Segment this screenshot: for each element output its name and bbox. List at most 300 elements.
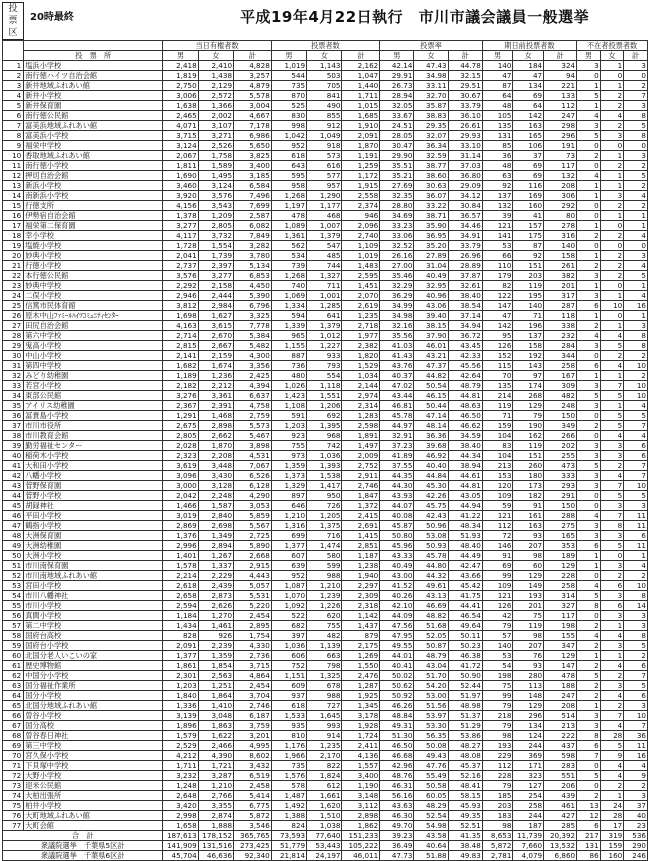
cell-value: 2 — [577, 261, 601, 271]
cell-value: 261 — [544, 261, 577, 271]
cell-value: 37.03 — [448, 161, 482, 171]
cell-value: 3 — [600, 591, 624, 601]
district-number: 62 — [3, 671, 24, 681]
cell-value: 7 — [624, 461, 648, 471]
cell-value: 1,372 — [342, 501, 380, 511]
cell-value: 214 — [482, 391, 513, 401]
cell-value: 30.67 — [448, 91, 482, 101]
cell-value: 752 — [271, 661, 306, 671]
cell-value: 42.47 — [448, 561, 482, 571]
cell-value: 28.80 — [380, 201, 414, 211]
cell-value: 48.34 — [448, 521, 482, 531]
cell-value: 3,257 — [234, 71, 272, 81]
district-number: 51 — [3, 561, 24, 571]
cell-value: 620 — [307, 611, 342, 621]
cell-value: 4 — [577, 111, 601, 121]
cell-value: 4 — [577, 581, 601, 591]
col-place-group — [24, 41, 163, 51]
cell-value: 2 — [600, 161, 624, 171]
table-row — [3, 531, 648, 541]
cell-value: 75 — [482, 681, 513, 691]
cell-value: 6 — [624, 661, 648, 671]
cell-value: 480 — [271, 371, 306, 381]
cell-value: 41.52 — [380, 581, 414, 591]
cell-value: 1 — [624, 211, 648, 221]
cell-value: 46.15 — [414, 391, 448, 401]
district-number: 2 — [3, 71, 24, 81]
cell-value: 3 — [577, 471, 601, 481]
cell-value: 4 — [577, 331, 601, 341]
cell-value: 48.63 — [448, 401, 482, 411]
district-number: 59 — [3, 641, 24, 651]
cell-value: 83 — [482, 441, 513, 451]
polling-place-name: 伊勢宿自治会館 — [24, 211, 163, 221]
cell-value: 179 — [482, 271, 513, 281]
table-row — [3, 691, 648, 701]
cell-value: 7,496 — [234, 191, 272, 201]
cell-value: 1,451 — [342, 281, 380, 291]
cell-value: 3 — [577, 521, 601, 531]
cell-value: 6,796 — [234, 301, 272, 311]
cell-value: 40.26 — [380, 591, 414, 601]
cell-value: 2 — [600, 101, 624, 111]
total-value: 38.48 — [448, 841, 482, 851]
cell-value: 1 — [577, 281, 601, 291]
cell-value: 577 — [307, 171, 342, 181]
cell-value: 4,450 — [234, 281, 272, 291]
cell-value: 280 — [513, 671, 544, 681]
cell-value: 599 — [307, 561, 342, 571]
cell-value: 2,698 — [198, 521, 233, 531]
cell-value: 4,163 — [163, 321, 198, 331]
cell-value: 213 — [482, 461, 513, 471]
cell-value: 699 — [271, 531, 306, 541]
cell-value: 5 — [624, 271, 648, 281]
cell-value: 48.84 — [380, 711, 414, 721]
cell-value: 1,437 — [342, 621, 380, 631]
district-number: 74 — [3, 791, 24, 801]
cell-value: 42.33 — [448, 351, 482, 361]
cell-value: 2,558 — [342, 191, 380, 201]
total-value: 6,860 — [544, 851, 577, 861]
cell-value: 44.35 — [380, 471, 414, 481]
polling-place-name: 大洲保育園 — [24, 531, 163, 541]
cell-value: 113 — [513, 681, 544, 691]
cell-value: 4 — [600, 721, 624, 731]
cell-value: 1,627 — [198, 311, 233, 321]
cell-value: 344 — [544, 351, 577, 361]
cell-value: 38.15 — [414, 321, 448, 331]
cell-value: 1,393 — [307, 461, 342, 471]
district-number: 21 — [3, 261, 24, 271]
sub-header: 男 — [577, 51, 601, 61]
cell-value: 27.69 — [380, 181, 414, 191]
table-row — [3, 411, 648, 421]
total-value: 46,636 — [198, 851, 233, 861]
district-number: 72 — [3, 771, 24, 781]
cell-value: 121 — [482, 221, 513, 231]
cell-value: 24 — [600, 801, 624, 811]
cell-value: 478 — [271, 211, 306, 221]
district-number: 9 — [3, 141, 24, 151]
district-number: 25 — [3, 301, 24, 311]
cell-value: 1,092 — [271, 601, 306, 611]
cell-value: 52.51 — [448, 821, 482, 831]
cell-value: 2,984 — [198, 301, 233, 311]
district-number: 73 — [3, 781, 24, 791]
total-label: 衆議院選挙 千葉県6区計 — [3, 851, 163, 861]
cell-value: 7 — [600, 711, 624, 721]
cell-value: 48.41 — [448, 781, 482, 791]
cell-value: 3 — [624, 321, 648, 331]
cell-value: 49.55 — [380, 641, 414, 651]
cell-value: 3,704 — [234, 691, 272, 701]
cell-value: 0 — [600, 141, 624, 151]
cell-value: 16 — [624, 301, 648, 311]
cell-value: 1,373 — [271, 471, 306, 481]
cell-value: 912 — [307, 121, 342, 131]
cell-value: 4 — [600, 331, 624, 341]
cell-value: 3 — [577, 291, 601, 301]
cell-value: 3,006 — [163, 91, 198, 101]
cell-value: 50.02 — [380, 671, 414, 681]
cell-value: 48.14 — [414, 421, 448, 431]
cell-value: 129 — [513, 401, 544, 411]
cell-value: 151 — [513, 261, 544, 271]
cell-value: 42.96 — [380, 761, 414, 771]
cell-value: 28 — [600, 731, 624, 741]
cell-value: 41.43 — [380, 351, 414, 361]
table-row — [3, 661, 648, 671]
cell-value: 3 — [624, 61, 648, 71]
cell-value: 482 — [307, 631, 342, 641]
cell-value: 49.61 — [414, 581, 448, 591]
cell-value: 562 — [271, 241, 306, 251]
cell-value: 41 — [513, 211, 544, 221]
sub-header: 女 — [600, 51, 624, 61]
cell-value: 48.79 — [448, 381, 482, 391]
sub-header: 計 — [448, 51, 482, 61]
cell-value: 91 — [482, 551, 513, 561]
cell-value: 935 — [271, 721, 306, 731]
cell-value: 117 — [544, 611, 577, 621]
table-row — [3, 371, 648, 381]
cell-value: 5 — [600, 491, 624, 501]
cell-value: 5 — [600, 411, 624, 421]
cell-value: 2 — [624, 161, 648, 171]
table-row — [3, 591, 648, 601]
cell-value: 327 — [544, 601, 577, 611]
cell-value: 137 — [513, 331, 544, 341]
district-number: 23 — [3, 281, 24, 291]
cell-value: 1,190 — [342, 781, 380, 791]
cell-value: 2,595 — [342, 271, 380, 281]
cell-value: 933 — [307, 351, 342, 361]
cell-value: 2,598 — [342, 421, 380, 431]
total-value: 4,079 — [513, 851, 544, 861]
cell-value: 42.14 — [380, 61, 414, 71]
cell-value: 10 — [624, 361, 648, 371]
cell-value: 98 — [513, 551, 544, 561]
cell-value: 2,894 — [198, 541, 233, 551]
cell-value: 1,863 — [198, 721, 233, 731]
district-number: 38 — [3, 431, 24, 441]
cell-value: 1,495 — [198, 171, 233, 181]
cell-value: 9 — [600, 751, 624, 761]
cell-value: 3,576 — [163, 271, 198, 281]
cell-value: 48.40 — [448, 541, 482, 551]
district-number: 30 — [3, 351, 24, 361]
cell-value: 98 — [482, 821, 513, 831]
cell-value: 573 — [307, 151, 342, 161]
cell-value: 109 — [482, 491, 513, 501]
cell-value: 8 — [577, 731, 601, 741]
cell-value: 1,915 — [342, 181, 380, 191]
cell-value: 490 — [307, 101, 342, 111]
cell-value: 0 — [577, 411, 601, 421]
cell-value: 244 — [513, 811, 544, 821]
cell-value: 26.96 — [448, 251, 482, 261]
col-early-group: 期日前投票者数 — [482, 41, 576, 51]
cell-value: 1,910 — [342, 121, 380, 131]
cell-value: 28 — [600, 811, 624, 821]
cell-value: 937 — [271, 691, 306, 701]
cell-value: 44.32 — [414, 571, 448, 581]
polling-place-name: 国分小学校 — [24, 691, 163, 701]
cell-value: 2,915 — [234, 561, 272, 571]
cell-value: 1,361 — [271, 231, 306, 241]
cell-value: 5 — [577, 771, 601, 781]
cell-value: 1,259 — [342, 161, 380, 171]
district-number: 6 — [3, 111, 24, 121]
cell-value: 34.94 — [448, 321, 482, 331]
cell-value: 191 — [544, 141, 577, 151]
table-row — [3, 451, 648, 461]
total-value: 187,613 — [163, 831, 198, 841]
cell-value: 591 — [271, 411, 306, 421]
cell-value: 126 — [482, 341, 513, 351]
col-place-header: 投 票 所 — [24, 51, 163, 61]
cell-value: 8 — [624, 111, 648, 121]
cell-value: 5 — [600, 421, 624, 431]
cell-value: 48.98 — [448, 701, 482, 711]
cell-value: 1 — [577, 311, 601, 321]
cell-value: 119 — [513, 281, 544, 291]
cell-value: 3,053 — [234, 501, 272, 511]
table-row — [3, 131, 648, 141]
polling-place-name: 東部公民館 — [24, 391, 163, 401]
cell-value: 8 — [624, 631, 648, 641]
cell-value: 43.44 — [380, 391, 414, 401]
cell-value: 3,400 — [234, 161, 272, 171]
cell-value: 2 — [600, 351, 624, 361]
cell-value: 4 — [624, 401, 648, 411]
cell-value: 1,440 — [342, 81, 380, 91]
cell-value: 643 — [271, 161, 306, 171]
cell-value: 0 — [624, 241, 648, 251]
cell-value: 3,400 — [342, 771, 380, 781]
cell-value: 285 — [544, 821, 577, 831]
cell-value: 742 — [307, 441, 342, 451]
cell-value: 3 — [624, 101, 648, 111]
polling-place-name: 国分高校 — [24, 721, 163, 731]
cell-value: 1,251 — [198, 681, 233, 691]
cell-value: 1,359 — [271, 461, 306, 471]
sub-header: 計 — [234, 51, 272, 61]
cell-value: 1,019 — [342, 251, 380, 261]
cell-value: 59 — [482, 501, 513, 511]
sub-header: 計 — [342, 51, 380, 61]
cell-value: 6 — [577, 301, 601, 311]
cell-value: 1,019 — [271, 61, 306, 71]
table-row — [3, 311, 648, 321]
cell-value: 135 — [482, 121, 513, 131]
cell-value: 52.16 — [448, 771, 482, 781]
sub-header: 男 — [482, 51, 513, 61]
cell-value: 30.84 — [448, 201, 482, 211]
cell-value: 4,330 — [234, 641, 272, 651]
cell-value: 33.10 — [448, 141, 482, 151]
cell-value: 897 — [271, 491, 306, 501]
district-number: 61 — [3, 661, 24, 671]
sub-header: 計 — [624, 51, 648, 61]
district-number: 67 — [3, 721, 24, 731]
cell-value: 44.81 — [448, 391, 482, 401]
cell-value: 188 — [544, 681, 577, 691]
cell-value: 140 — [544, 241, 577, 251]
cell-value: 2,974 — [342, 391, 380, 401]
table-row — [3, 101, 648, 111]
cell-value: 192 — [513, 351, 544, 361]
table-row — [3, 331, 648, 341]
cell-value: 187 — [513, 821, 544, 831]
cell-value: 3 — [624, 501, 648, 511]
cell-value: 1 — [624, 311, 648, 321]
cell-value: 0 — [600, 221, 624, 231]
cell-value: 8 — [624, 331, 648, 341]
cell-value: 1 — [577, 101, 601, 111]
cell-value: 1,089 — [271, 221, 306, 231]
cell-value: 5,650 — [234, 141, 272, 151]
cell-value: 6 — [577, 541, 601, 551]
cell-value: 663 — [307, 651, 342, 661]
cell-value: 578 — [271, 781, 306, 791]
cell-value: 1,270 — [198, 611, 233, 621]
district-number: 44 — [3, 491, 24, 501]
cell-value: 48.29 — [414, 801, 448, 811]
cell-value: 2 — [577, 661, 601, 671]
cell-value: 92 — [513, 251, 544, 261]
cell-value: 1,038 — [307, 821, 342, 831]
cell-value: 7,778 — [234, 321, 272, 331]
cell-value: 150 — [544, 411, 577, 421]
table-row — [3, 611, 648, 621]
polling-place-name: 大柏出張所 — [24, 791, 163, 801]
cell-value: 36.72 — [448, 331, 482, 341]
total-value: 39.23 — [380, 831, 414, 841]
cell-value: 1,888 — [198, 821, 233, 831]
total-value: 24,197 — [307, 851, 342, 861]
cell-value: 1,721 — [198, 761, 233, 771]
cell-value: 2,911 — [342, 471, 380, 481]
cell-value: 34.69 — [380, 211, 414, 221]
cell-value: 266 — [544, 431, 577, 441]
cell-value: 2,746 — [234, 701, 272, 711]
cell-value: 69 — [513, 161, 544, 171]
cell-value: 879 — [342, 631, 380, 641]
cell-value: 3 — [600, 561, 624, 571]
cell-value: 1,205 — [307, 511, 342, 521]
cell-value: 6,526 — [234, 471, 272, 481]
total-value: 49.83 — [448, 851, 482, 861]
cell-value: 41.75 — [448, 591, 482, 601]
cell-value: 4,117 — [163, 231, 198, 241]
cell-value: 0 — [577, 781, 601, 791]
cell-value: 121 — [482, 591, 513, 601]
cell-value: 609 — [271, 681, 306, 691]
cell-value: 44.61 — [448, 471, 482, 481]
cell-value: 44.34 — [448, 451, 482, 461]
cell-value: 2,091 — [163, 641, 198, 651]
cell-value: 3,355 — [198, 801, 233, 811]
cell-value: 3,325 — [234, 311, 272, 321]
cell-value: 51.30 — [380, 731, 414, 741]
cell-value: 1,376 — [163, 531, 198, 541]
cell-value: 50.11 — [448, 631, 482, 641]
cell-value: 34.98 — [380, 311, 414, 321]
cell-value: 1,388 — [271, 811, 306, 821]
district-number: 47 — [3, 521, 24, 531]
sub-header: 男 — [163, 51, 198, 61]
table-row — [3, 481, 648, 491]
cell-value: 3,271 — [198, 131, 233, 141]
cell-value: 5 — [624, 171, 648, 181]
district-number: 4 — [3, 91, 24, 101]
cell-value: 2 — [600, 91, 624, 101]
cell-value: 3,128 — [198, 481, 233, 491]
cell-value: 1,325 — [307, 671, 342, 681]
total-value: 160 — [600, 851, 624, 861]
cell-value: 43.66 — [448, 571, 482, 581]
cell-value: 0 — [577, 611, 601, 621]
cell-value: 1 — [600, 181, 624, 191]
district-number: 1 — [3, 61, 24, 71]
cell-value: 184 — [513, 61, 544, 71]
table-row — [3, 231, 648, 241]
cell-value: 45.93 — [448, 801, 482, 811]
cell-value: 160 — [513, 201, 544, 211]
cell-value: 44.07 — [380, 501, 414, 511]
cell-value: 3 — [600, 451, 624, 461]
cell-value: 203 — [482, 801, 513, 811]
cell-value: 1,891 — [342, 431, 380, 441]
cell-value: 1,824 — [307, 771, 342, 781]
cell-value: 218 — [482, 711, 513, 721]
cell-value: 2,418 — [163, 61, 198, 71]
cell-value: 2,454 — [234, 611, 272, 621]
cell-value: 45.78 — [380, 411, 414, 421]
cell-value: 165 — [544, 531, 577, 541]
cell-value: 127 — [513, 781, 544, 791]
cell-value: 4,290 — [234, 491, 272, 501]
polling-place-name: 香取地域ふれあい館 — [24, 151, 163, 161]
cell-value: 1,529 — [342, 361, 380, 371]
table-row — [3, 721, 648, 731]
cell-value: 34.12 — [448, 191, 482, 201]
sub-header-row — [3, 51, 648, 61]
cell-value: 534 — [271, 251, 306, 261]
total-value: 290 — [624, 841, 648, 851]
